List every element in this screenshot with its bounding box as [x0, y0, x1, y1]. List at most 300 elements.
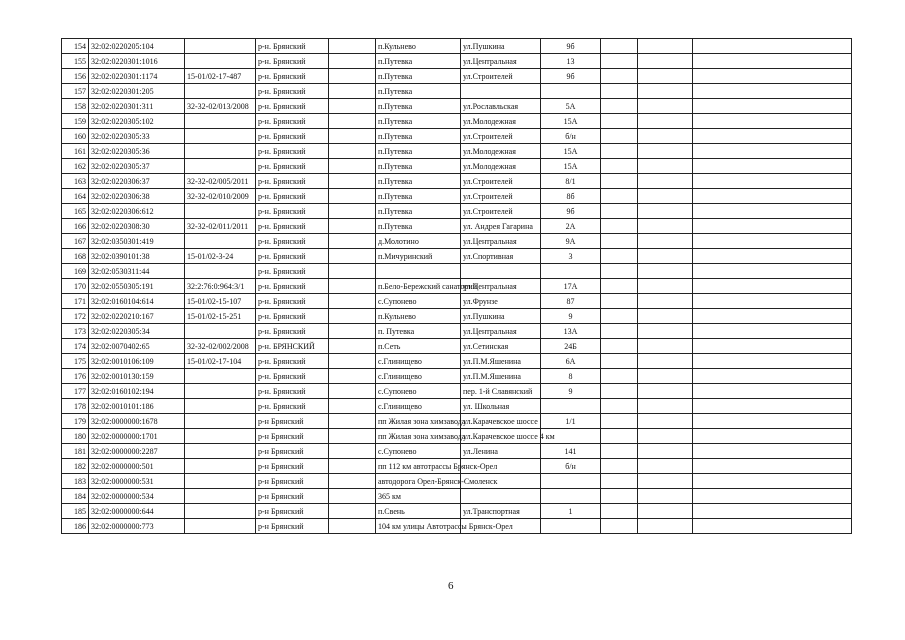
table-row [62, 69, 852, 84]
cell-blank-c [638, 474, 693, 489]
table-row [62, 114, 852, 129]
cell-registration-number: 32-32-02/002/2008 [185, 339, 256, 354]
cell-registration-number [185, 459, 256, 474]
cell-blank-b [601, 489, 638, 504]
cell-registration-number [185, 414, 256, 429]
cell-district: р-н. Брянский [256, 369, 329, 384]
cell-blank-d [693, 324, 852, 339]
cell-cadastral-number: 32:02:0010101:186 [89, 399, 185, 414]
cell-district: р-н. Брянский [256, 129, 329, 144]
cell-blank-b [601, 459, 638, 474]
table-row [62, 429, 852, 444]
cell-cadastral-number: 32:02:0000000:644 [89, 504, 185, 519]
cell-street: пер. 1-й Славянский [461, 384, 541, 399]
cell-district: р-н Брянский [256, 444, 329, 459]
cell-row-number: 180 [62, 429, 89, 444]
cell-cadastral-number: 32:02:0390101:38 [89, 249, 185, 264]
cell-registration-number [185, 204, 256, 219]
cell-blank-c [638, 279, 693, 294]
cell-blank-d [693, 429, 852, 444]
table-row [62, 279, 852, 294]
cell-blank-d [693, 39, 852, 54]
cell-district: р-н. Брянский [256, 174, 329, 189]
cell-row-number: 184 [62, 489, 89, 504]
table-row [62, 384, 852, 399]
cell-blank-c [638, 219, 693, 234]
cell-district: р-н Брянский [256, 489, 329, 504]
cell-locality: п.Свень [376, 504, 461, 519]
cell-district: р-н. Брянский [256, 219, 329, 234]
cell-district: р-н. Брянский [256, 324, 329, 339]
cell-blank-a [329, 384, 376, 399]
cell-row-number: 185 [62, 504, 89, 519]
cell-row-number: 178 [62, 399, 89, 414]
cell-blank-b [601, 219, 638, 234]
cell-blank-d [693, 504, 852, 519]
cell-street: ул.Центральная [461, 54, 541, 69]
cell-blank-d [693, 69, 852, 84]
cell-blank-c [638, 249, 693, 264]
cell-district: р-н Брянский [256, 519, 329, 534]
cell-blank-d [693, 414, 852, 429]
cell-district: р-н. БРЯНСКИЙ [256, 339, 329, 354]
cell-blank-a [329, 459, 376, 474]
cell-blank-c [638, 99, 693, 114]
cell-blank-a [329, 234, 376, 249]
cell-row-number: 158 [62, 99, 89, 114]
cell-blank-b [601, 429, 638, 444]
cell-blank-c [638, 324, 693, 339]
cell-blank-b [601, 369, 638, 384]
cell-blank-d [693, 144, 852, 159]
cell-blank-d [693, 519, 852, 534]
cell-house-number: 5А [541, 99, 601, 114]
cell-house-number: 9 [541, 384, 601, 399]
cell-blank-a [329, 414, 376, 429]
cell-cadastral-number: 32:02:0220308:30 [89, 219, 185, 234]
cell-locality: д.Молотино [376, 234, 461, 249]
cell-house-number: 13А [541, 324, 601, 339]
cell-blank-c [638, 339, 693, 354]
cell-house-number: 141 [541, 444, 601, 459]
cell-registration-number [185, 54, 256, 69]
cell-registration-number [185, 399, 256, 414]
cell-street: ул.П.М.Яшенина [461, 354, 541, 369]
cell-house-number: 1 [541, 504, 601, 519]
cell-blank-b [601, 54, 638, 69]
cell-house-number [541, 519, 601, 534]
cell-blank-b [601, 354, 638, 369]
cell-blank-a [329, 444, 376, 459]
cell-street [461, 84, 541, 99]
cell-house-number: 9б [541, 69, 601, 84]
cell-district: р-н. Брянский [256, 69, 329, 84]
cell-row-number: 174 [62, 339, 89, 354]
cell-blank-a [329, 504, 376, 519]
cell-cadastral-number: 32:02:0220301:1174 [89, 69, 185, 84]
cell-street: ул. Андрея Гагарина [461, 219, 541, 234]
cell-blank-b [601, 399, 638, 414]
cell-house-number: 15А [541, 144, 601, 159]
table-row [62, 309, 852, 324]
cell-street: ул.Сетинская [461, 339, 541, 354]
cell-row-number: 186 [62, 519, 89, 534]
cell-locality: пп 112 км автотрассы Брянск-Орел [376, 459, 461, 474]
cell-district: р-н. Брянский [256, 234, 329, 249]
cell-row-number: 155 [62, 54, 89, 69]
cell-cadastral-number: 32:02:0000000:2287 [89, 444, 185, 459]
cell-blank-b [601, 264, 638, 279]
cell-blank-a [329, 204, 376, 219]
cell-blank-c [638, 174, 693, 189]
cell-blank-a [329, 39, 376, 54]
cell-blank-a [329, 429, 376, 444]
cell-row-number: 183 [62, 474, 89, 489]
cell-blank-d [693, 369, 852, 384]
cell-cadastral-number: 32:02:0000000:534 [89, 489, 185, 504]
cell-district: р-н. Брянский [256, 249, 329, 264]
cell-cadastral-number: 32:02:0010130:159 [89, 369, 185, 384]
cell-district: р-н Брянский [256, 414, 329, 429]
cell-house-number: 15А [541, 114, 601, 129]
cell-blank-d [693, 294, 852, 309]
cell-locality [376, 264, 461, 279]
cell-district: р-н. Брянский [256, 294, 329, 309]
cell-blank-b [601, 249, 638, 264]
cell-blank-d [693, 159, 852, 174]
cell-blank-a [329, 279, 376, 294]
cell-locality: п.Путевка [376, 144, 461, 159]
cell-row-number: 154 [62, 39, 89, 54]
cell-row-number: 169 [62, 264, 89, 279]
cell-blank-b [601, 234, 638, 249]
cell-cadastral-number: 32:02:0350301:419 [89, 234, 185, 249]
cell-district: р-н. Брянский [256, 54, 329, 69]
table-row [62, 219, 852, 234]
cell-locality: п.Путевка [376, 84, 461, 99]
cell-blank-d [693, 309, 852, 324]
table-row [62, 84, 852, 99]
cell-blank-b [601, 414, 638, 429]
cell-blank-c [638, 129, 693, 144]
cell-house-number [541, 84, 601, 99]
cell-row-number: 161 [62, 144, 89, 159]
cell-blank-a [329, 159, 376, 174]
cell-house-number [541, 264, 601, 279]
cell-blank-c [638, 159, 693, 174]
cell-blank-c [638, 84, 693, 99]
table-row [62, 339, 852, 354]
cell-cadastral-number: 32:02:0000000:531 [89, 474, 185, 489]
cell-registration-number [185, 489, 256, 504]
cell-blank-c [638, 369, 693, 384]
cell-blank-d [693, 114, 852, 129]
cell-house-number: 8/1 [541, 174, 601, 189]
cell-district: р-н. Брянский [256, 159, 329, 174]
cell-registration-number: 15-01/02-17-487 [185, 69, 256, 84]
cell-cadastral-number: 32:02:0220305:33 [89, 129, 185, 144]
cell-blank-b [601, 69, 638, 84]
cell-blank-b [601, 474, 638, 489]
table-row [62, 489, 852, 504]
cell-registration-number [185, 114, 256, 129]
cell-house-number: 1/1 [541, 414, 601, 429]
cell-locality: п.Путевка [376, 99, 461, 114]
cell-blank-b [601, 504, 638, 519]
cell-locality: п.Путевка [376, 69, 461, 84]
cell-district: р-н Брянский [256, 504, 329, 519]
cell-registration-number [185, 444, 256, 459]
cell-blank-a [329, 54, 376, 69]
table-row [62, 504, 852, 519]
table-row [62, 444, 852, 459]
cell-cadastral-number: 32:02:0000000:1678 [89, 414, 185, 429]
cell-cadastral-number: 32:02:0220305:102 [89, 114, 185, 129]
cell-street: ул.Молодежная [461, 114, 541, 129]
cell-house-number: 8 [541, 369, 601, 384]
cell-street: ул.Рославльская [461, 99, 541, 114]
cell-blank-a [329, 339, 376, 354]
cell-street: ул.Спортивная [461, 249, 541, 264]
cell-cadastral-number: 32:02:0220306:38 [89, 189, 185, 204]
cell-blank-b [601, 39, 638, 54]
cell-row-number: 159 [62, 114, 89, 129]
cell-row-number: 177 [62, 384, 89, 399]
cell-blank-b [601, 309, 638, 324]
cell-blank-d [693, 219, 852, 234]
cell-cadastral-number: 32:02:0220305:36 [89, 144, 185, 159]
cell-house-number: 2А [541, 219, 601, 234]
cell-blank-d [693, 234, 852, 249]
cell-blank-c [638, 54, 693, 69]
cell-blank-d [693, 384, 852, 399]
cell-blank-a [329, 129, 376, 144]
cell-registration-number [185, 429, 256, 444]
cell-house-number [541, 474, 601, 489]
cell-cadastral-number: 32:02:0160102:194 [89, 384, 185, 399]
cell-house-number: б/н [541, 129, 601, 144]
page-number: 6 [448, 580, 454, 592]
cell-blank-c [638, 399, 693, 414]
cell-registration-number: 32-32-02/010/2009 [185, 189, 256, 204]
cell-district: р-н. Брянский [256, 144, 329, 159]
cell-locality: п.Путевка [376, 189, 461, 204]
cell-blank-b [601, 99, 638, 114]
cell-blank-d [693, 399, 852, 414]
cell-blank-d [693, 279, 852, 294]
cell-blank-b [601, 384, 638, 399]
cell-district: р-н Брянский [256, 429, 329, 444]
cell-registration-number: 15-01/02-15-107 [185, 294, 256, 309]
cell-registration-number [185, 474, 256, 489]
cell-row-number: 173 [62, 324, 89, 339]
table-row [62, 189, 852, 204]
cell-blank-d [693, 474, 852, 489]
cell-cadastral-number: 32:02:0000000:1701 [89, 429, 185, 444]
cell-blank-b [601, 129, 638, 144]
cell-house-number: 9А [541, 234, 601, 249]
cell-blank-d [693, 174, 852, 189]
cell-blank-a [329, 84, 376, 99]
cell-registration-number: 32-32-02/011/2011 [185, 219, 256, 234]
cell-blank-c [638, 444, 693, 459]
table-row [62, 174, 852, 189]
cell-locality: с.Глинищево [376, 399, 461, 414]
cell-street [461, 264, 541, 279]
cell-blank-b [601, 189, 638, 204]
cell-district: р-н. Брянский [256, 204, 329, 219]
cell-blank-d [693, 129, 852, 144]
cell-blank-a [329, 114, 376, 129]
cell-blank-c [638, 414, 693, 429]
cell-blank-d [693, 249, 852, 264]
table-row [62, 399, 852, 414]
cell-row-number: 171 [62, 294, 89, 309]
cell-district: р-н. Брянский [256, 39, 329, 54]
cell-street: ул.Центральная [461, 279, 541, 294]
cell-district: р-н. Брянский [256, 84, 329, 99]
cell-street: ул.Центральная [461, 234, 541, 249]
cell-house-number [541, 399, 601, 414]
cell-cadastral-number: 32:02:0070402:65 [89, 339, 185, 354]
cell-blank-d [693, 54, 852, 69]
cell-row-number: 163 [62, 174, 89, 189]
cell-blank-a [329, 99, 376, 114]
cell-blank-c [638, 264, 693, 279]
cell-street: ул.Строителей [461, 204, 541, 219]
cell-blank-b [601, 294, 638, 309]
cell-cadastral-number: 32:02:0220210:167 [89, 309, 185, 324]
cell-registration-number [185, 264, 256, 279]
cell-registration-number [185, 384, 256, 399]
cell-blank-a [329, 294, 376, 309]
cell-blank-a [329, 324, 376, 339]
table-row [62, 369, 852, 384]
cell-row-number: 179 [62, 414, 89, 429]
cell-registration-number: 32:2:76:0:964:3/1 [185, 279, 256, 294]
cell-locality: п.Кульнево [376, 309, 461, 324]
cell-cadastral-number: 32:02:0000000:773 [89, 519, 185, 534]
cell-blank-c [638, 384, 693, 399]
cell-blank-a [329, 369, 376, 384]
cell-house-number: 15А [541, 159, 601, 174]
register-table-body [62, 39, 852, 534]
cell-district: р-н. Брянский [256, 114, 329, 129]
cell-blank-c [638, 189, 693, 204]
cell-locality: 104 км улицы Автотрассы Брянск-Орел [376, 519, 461, 534]
cell-blank-a [329, 264, 376, 279]
cell-blank-d [693, 84, 852, 99]
cell-blank-b [601, 444, 638, 459]
cell-registration-number: 32-32-02/013/2008 [185, 99, 256, 114]
cell-cadastral-number: 32:02:0220301:1016 [89, 54, 185, 69]
cell-locality: с.Супонево [376, 444, 461, 459]
cell-blank-a [329, 354, 376, 369]
cell-locality: с.Супонево [376, 384, 461, 399]
cell-row-number: 167 [62, 234, 89, 249]
cell-blank-d [693, 354, 852, 369]
cell-cadastral-number: 32:02:0220305:34 [89, 324, 185, 339]
cell-row-number: 156 [62, 69, 89, 84]
cell-blank-b [601, 144, 638, 159]
cell-blank-a [329, 489, 376, 504]
cell-house-number: 9б [541, 204, 601, 219]
cell-house-number: 24Б [541, 339, 601, 354]
table-row [62, 474, 852, 489]
cell-blank-a [329, 309, 376, 324]
cell-locality: п.Бело-Бережский санаторий [376, 279, 461, 294]
table-row [62, 354, 852, 369]
cell-street: ул.Транспортная [461, 504, 541, 519]
cell-cadastral-number: 32:02:0160104:614 [89, 294, 185, 309]
cell-blank-a [329, 144, 376, 159]
cell-cadastral-number: 32:02:0550305:191 [89, 279, 185, 294]
cell-locality: пп Жилая зона химзавода [376, 414, 461, 429]
cell-street [461, 489, 541, 504]
cell-blank-c [638, 39, 693, 54]
cell-locality: 365 км [376, 489, 461, 504]
cell-cadastral-number: 32:02:0530311:44 [89, 264, 185, 279]
cell-house-number: 17А [541, 279, 601, 294]
cell-locality: п.Путевка [376, 129, 461, 144]
cell-house-number: 9б [541, 39, 601, 54]
table-row [62, 414, 852, 429]
table-row [62, 459, 852, 474]
cell-street: ул.Строителей [461, 69, 541, 84]
cell-registration-number: 32-32-02/005/2011 [185, 174, 256, 189]
cell-house-number: 3 [541, 249, 601, 264]
cell-locality: п.Путевка [376, 54, 461, 69]
table-row [62, 264, 852, 279]
cell-blank-c [638, 459, 693, 474]
cell-blank-b [601, 279, 638, 294]
table-row [62, 144, 852, 159]
cell-registration-number [185, 234, 256, 249]
cell-registration-number [185, 159, 256, 174]
cell-street: ул.Пушкина [461, 309, 541, 324]
cell-street: ул.Молодежная [461, 144, 541, 159]
cell-registration-number [185, 504, 256, 519]
cell-street: ул.Карачевское шоссе [461, 414, 541, 429]
cell-street: ул.Ленина [461, 444, 541, 459]
cell-cadastral-number: 32:02:0220301:205 [89, 84, 185, 99]
cell-row-number: 157 [62, 84, 89, 99]
cell-registration-number: 15-01/02-17-104 [185, 354, 256, 369]
cell-district: р-н. Брянский [256, 399, 329, 414]
cell-locality: с.Глинищево [376, 354, 461, 369]
cell-locality: п.Сеть [376, 339, 461, 354]
cell-district: р-н. Брянский [256, 279, 329, 294]
cell-blank-d [693, 489, 852, 504]
cell-row-number: 176 [62, 369, 89, 384]
cell-row-number: 166 [62, 219, 89, 234]
cell-registration-number: 15-01/02-15-251 [185, 309, 256, 324]
cell-blank-c [638, 504, 693, 519]
cell-row-number: 164 [62, 189, 89, 204]
cell-row-number: 172 [62, 309, 89, 324]
cell-row-number: 175 [62, 354, 89, 369]
table-row [62, 39, 852, 54]
cell-blank-d [693, 264, 852, 279]
cell-district: р-н. Брянский [256, 384, 329, 399]
table-row [62, 54, 852, 69]
cell-street: ул.П.М.Яшенина [461, 369, 541, 384]
cell-blank-b [601, 174, 638, 189]
table-row [62, 129, 852, 144]
cell-district: р-н Брянский [256, 459, 329, 474]
cell-blank-d [693, 444, 852, 459]
cell-row-number: 162 [62, 159, 89, 174]
